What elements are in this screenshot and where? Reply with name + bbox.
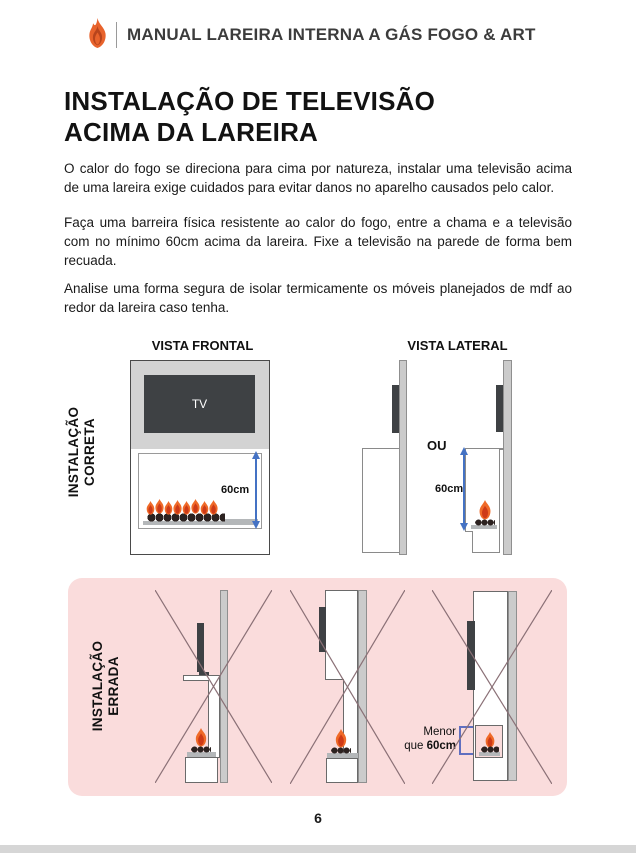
flame-unit — [475, 500, 495, 526]
flame-logo-icon — [86, 17, 109, 50]
wrong-installation-panel — [68, 578, 567, 796]
correct-installation-label — [66, 392, 102, 512]
dimension-note-prefix: que — [404, 739, 427, 752]
cross-out-icon — [432, 590, 552, 784]
flame-row-icon — [145, 499, 220, 515]
wrong-installation-label-line2: ERRADA — [105, 656, 121, 716]
fireplace-box — [138, 453, 262, 529]
wall — [503, 360, 512, 555]
page-title-line1: INSTALAÇÃO DE TELEVISÃO — [64, 86, 436, 116]
cross-out-icon — [290, 590, 405, 784]
cross-out-icon — [155, 590, 272, 783]
correct-installation-label-line2: CORRETA — [81, 418, 97, 486]
correct-installation-label-line1: INSTALAÇÃO — [66, 406, 81, 498]
bottom-edge — [0, 845, 636, 853]
fireplace-cabinet — [362, 448, 400, 553]
page-number: 6 — [314, 810, 322, 826]
or-label: OU — [427, 438, 447, 453]
body-paragraph: O calor do fogo se direciona para cima por natureza, instalar uma televisão acima de uma lareira exige cuidados para evitar danos no aparelho causados pelo calor. — [64, 161, 572, 195]
wrong-installation-label — [90, 626, 126, 746]
tv-screen — [144, 375, 255, 433]
fireplace-box — [465, 448, 500, 532]
dimension-note-value: 60cm — [426, 739, 456, 752]
tv-screen-side — [496, 385, 503, 432]
wrong-installation-label-line1: INSTALAÇÃO — [90, 640, 105, 732]
logs-icon — [475, 519, 495, 526]
tv-screen-side — [392, 385, 399, 433]
header-title: MANUAL LAREIRA INTERNA A GÁS FOGO & ART — [127, 25, 536, 44]
front-view-diagram — [130, 360, 270, 555]
flame-icon — [477, 500, 493, 520]
front-view-title: VISTA FRONTAL — [151, 338, 254, 353]
wall — [399, 360, 407, 555]
dimension-note-line1: Menor — [423, 726, 456, 738]
fireplace-pedestal — [472, 531, 500, 553]
body-paragraph: Analise uma forma segura de isolar termicamente os móveis planejados de mdf ao redor da lareira caso tenha. — [64, 281, 572, 315]
side-view-title: VISTA LATERAL — [407, 338, 508, 353]
side-view-diagram — [355, 358, 565, 555]
clearance-arrow — [255, 458, 257, 522]
clearance-label: 60cm — [221, 484, 250, 496]
header-divider — [116, 22, 117, 48]
clearance-arrow — [463, 454, 465, 524]
page-title — [64, 86, 435, 148]
body-paragraph: Faça uma barreira física resistente ao calor do fogo, entre a chama e a televisão com no mínimo 60cm acima da lareira. Fixe a televisão na parede de forma bem recuada. — [64, 215, 572, 268]
clearance-label: 60cm — [435, 483, 464, 495]
tv-label: TV — [191, 397, 208, 411]
page-title-line2: ACIMA DA LAREIRA — [64, 117, 319, 147]
